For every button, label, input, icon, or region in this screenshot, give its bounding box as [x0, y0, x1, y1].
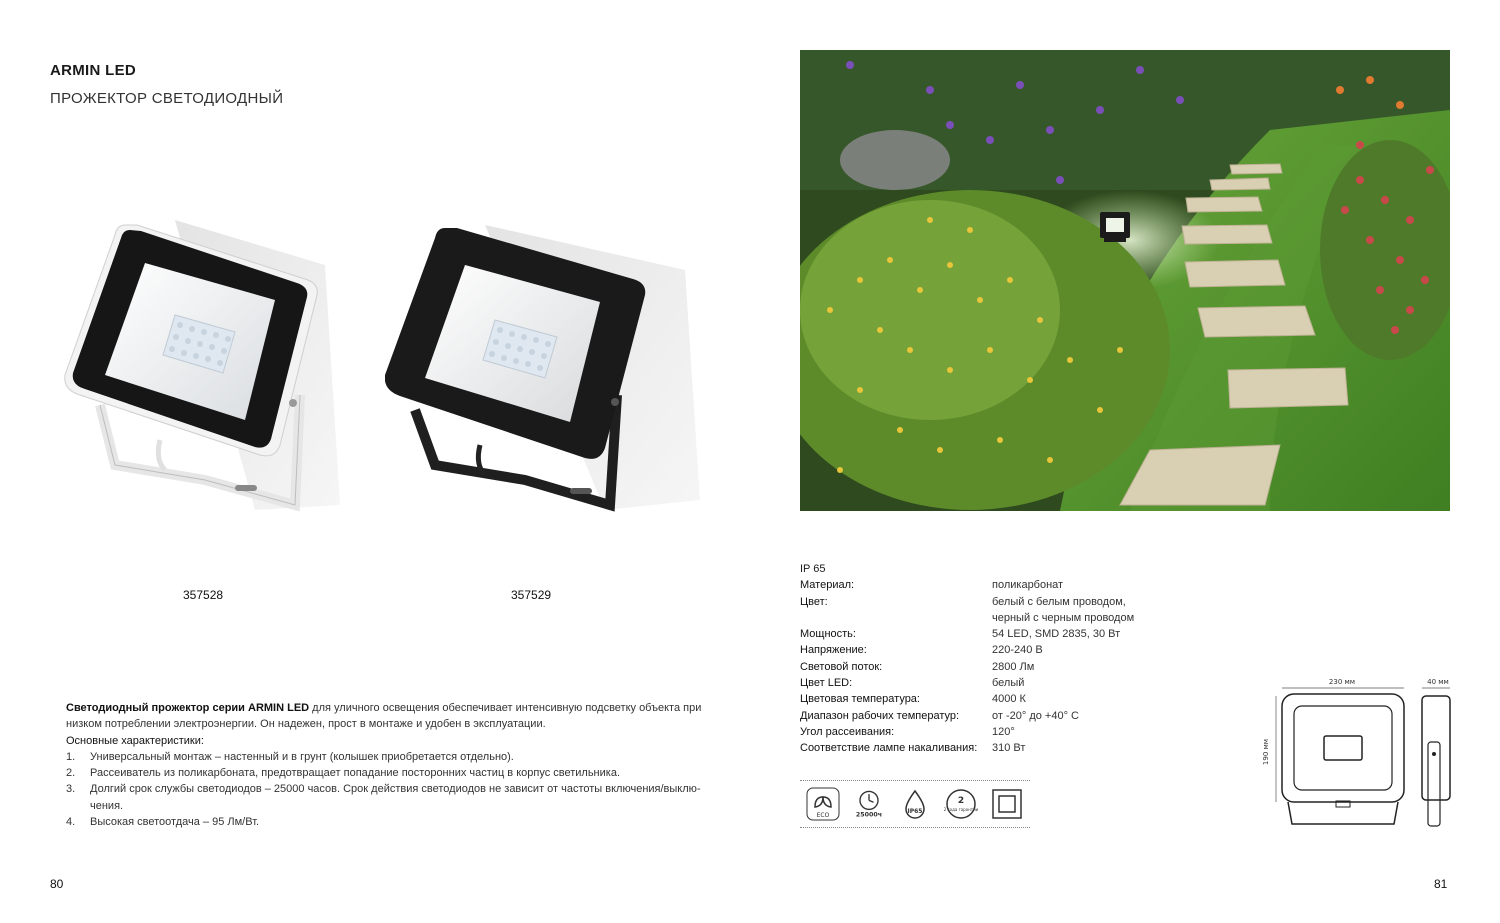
feature-number: 3.	[66, 783, 76, 796]
eco-icon	[805, 786, 841, 822]
feature-item	[66, 749, 706, 765]
spec-value: от -20° до +40° С	[992, 709, 1079, 722]
spec-key: Цветовая температура:	[800, 693, 920, 706]
product-code-black: 357529	[511, 588, 552, 602]
spec-key: Цвет:	[800, 595, 828, 608]
spec-value: белый с белым проводом,	[992, 595, 1126, 608]
product-subtitle: ПРОЖЕКТОР СВЕТОДИОДНЫЙ	[50, 90, 284, 107]
feature-text: Долгий срок службы светодиодов – 25000 часов. Срок действия светодиодов не зависит от частоты включения/выклю-чения.	[90, 783, 701, 812]
depth-dimension-label: 40 мм	[1427, 678, 1449, 686]
spec-key: Мощность:	[800, 628, 856, 641]
brand-title: ARMIN LED	[50, 62, 137, 79]
spec-value: 2800 Лм	[992, 660, 1035, 673]
spec-value: 4000 К	[992, 693, 1026, 706]
warranty-label: 2 года гарантии	[944, 807, 978, 812]
spec-value: белый	[992, 677, 1025, 690]
feature-text: Универсальный монтаж – настенный и в грунт (колышек приобретается отдельно).	[90, 750, 514, 763]
lifetime-label: 25000ч	[855, 811, 883, 819]
svg-text:2: 2	[957, 796, 965, 806]
height-dimension-label: 190 мм	[1262, 738, 1270, 766]
specs-table	[800, 561, 1134, 757]
spec-value: 54 LED, SMD 2835, 30 Вт	[992, 628, 1121, 641]
product-description	[66, 700, 706, 830]
lifetime-icon	[851, 786, 887, 822]
garden-photo	[800, 50, 1450, 511]
spec-row	[800, 675, 1134, 691]
feature-number: 1.	[66, 750, 76, 763]
warranty-icon	[943, 786, 979, 822]
dimension-drawing	[1258, 672, 1458, 832]
spec-key: Угол рассеивания:	[800, 725, 895, 738]
product-image-white	[55, 205, 345, 525]
feature-item	[66, 814, 706, 830]
feature-item	[66, 781, 706, 814]
page-number-left: 80	[50, 877, 64, 891]
feature-number: 4.	[66, 816, 76, 829]
eco-label: ECO	[816, 812, 830, 819]
spec-row	[800, 577, 1134, 593]
spec-value: черный с черным проводом	[992, 611, 1135, 624]
page-number-right: 81	[1434, 877, 1448, 891]
product-code-white: 357528	[183, 588, 224, 602]
spec-row	[800, 740, 1134, 756]
spec-value: поликарбонат	[992, 579, 1064, 592]
feature-text: Рассеиватель из поликарбоната, предотвращает попадание посторонних частиц в корпус светильника.	[90, 767, 621, 780]
spec-row	[800, 659, 1134, 675]
spec-row	[800, 594, 1134, 610]
spec-row	[800, 626, 1134, 642]
spec-key: Материал:	[800, 579, 855, 592]
ip65-icon	[897, 786, 933, 822]
features-title: Основные характеристики:	[66, 734, 204, 747]
spec-row	[800, 610, 1134, 626]
feature-text: Высокая светоотдача – 95 Лм/Вт.	[90, 816, 260, 829]
spec-value: 220-240 В	[992, 644, 1043, 657]
feature-number: 2.	[66, 767, 76, 780]
spec-key: Световой поток:	[800, 660, 883, 673]
spec-row	[800, 708, 1134, 724]
class-ii-icon	[989, 786, 1025, 822]
spec-key: Соответствие лампе накаливания:	[800, 742, 978, 755]
width-dimension-label: 230 мм	[1328, 678, 1356, 686]
description-lead-text: для уличного освещения обеспечивает интенсивную подсветку объекта при низком потреблении электроэнергии. Он надежен, прост в монтаже и удобен в эксплуатации.	[66, 702, 702, 731]
spec-key: Цвет LED:	[800, 677, 853, 690]
spec-key: Диапазон рабочих температур:	[800, 709, 960, 722]
feature-item	[66, 765, 706, 781]
product-image-black	[385, 210, 705, 530]
spec-row	[800, 724, 1134, 740]
description-lead	[66, 700, 706, 733]
ip-rating: IP 65	[800, 563, 826, 575]
spec-row	[800, 691, 1134, 707]
feature-icons	[800, 780, 1030, 828]
spec-key: Напряжение:	[800, 644, 867, 657]
spec-row	[800, 642, 1134, 658]
spec-value: 310 Вт	[992, 742, 1026, 755]
spec-key	[800, 610, 992, 626]
spec-value: 120°	[992, 725, 1015, 738]
description-lead-bold: Светодиодный прожектор серии ARMIN LED	[66, 702, 310, 714]
ip65-label: IP65	[907, 808, 923, 815]
